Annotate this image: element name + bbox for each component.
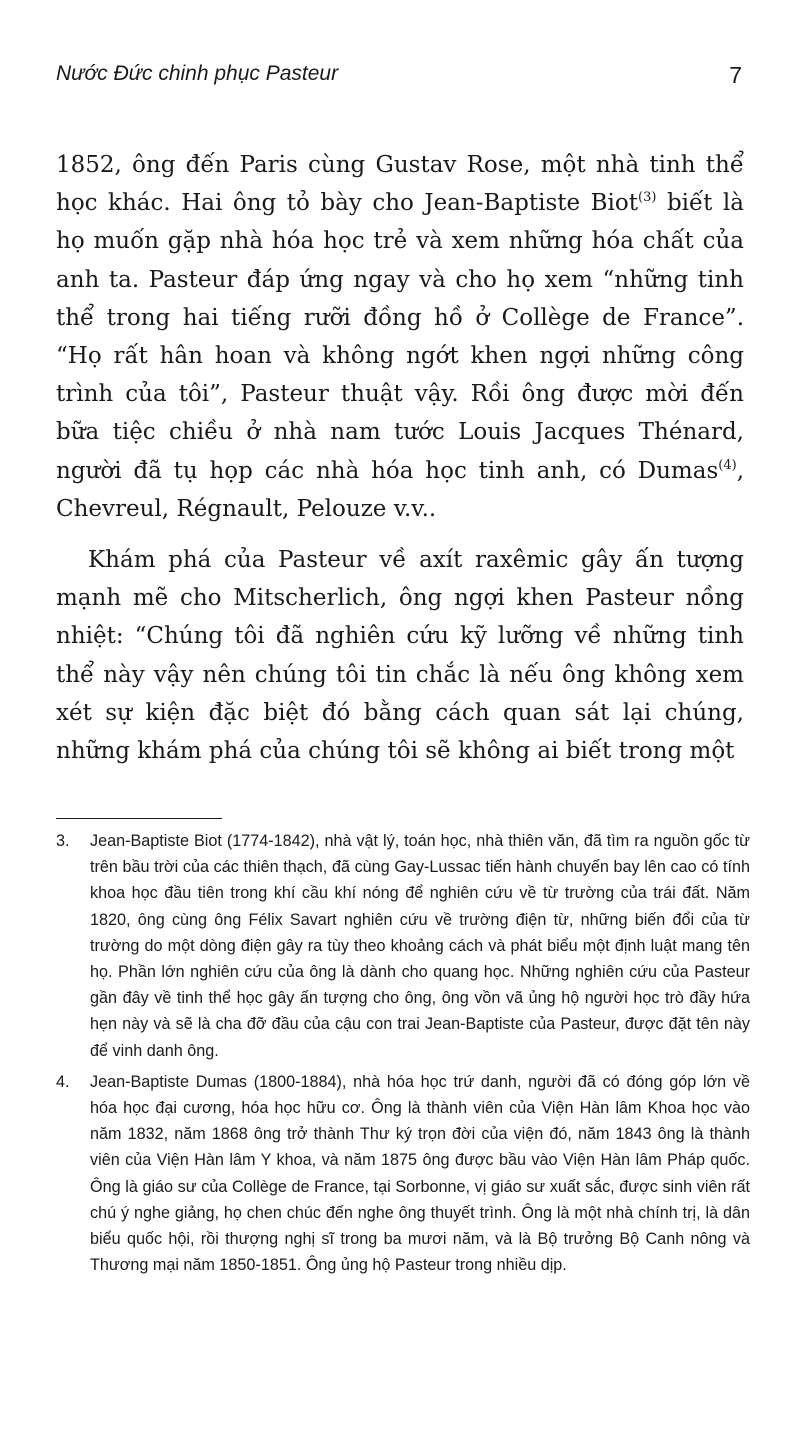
paragraph-1-part-b: biết là họ muốn gặp nhà hóa học trẻ và xem những hóa chất của anh ta. Pasteur đáp ứng ngay và cho họ xem “những tinh thể trong hai tiếng rưỡi đồng hồ ở Collège de France”. “Họ rất hân hoan và không ngớt khen ngợi những công trình của tôi”, Pasteur thuật vậy. Rồi ông được mời đến bữa tiệc chiều ở nhà nam tước Louis Jacques Thénard, người đã tụ họp các nhà hóa học tinh anh, có Dumas — [56, 190, 745, 484]
running-title: Nước Đức chinh phục Pasteur — [56, 62, 339, 85]
paragraph-1-part-a: 1852, ông đến Paris cùng Gustav Rose, một nhà tinh thể học khác. Hai ông tỏ bày cho Jean-Baptiste Biot — [56, 152, 744, 217]
footnote-ref-4: (4) — [718, 457, 737, 473]
footnote-number: 4. — [56, 1072, 70, 1091]
footnote-text: Jean-Baptiste Biot (1774-1842), nhà vật lý, toán học, nhà thiên văn, đã tìm ra nguồn gốc từ trên bầu trời của các thiên thạch, đã cùng Gay-Lussac tiến hành chuyến bay lên cao có tính khoa học đầu tiên trong khí cầu khí nóng để nghiên cứu về từ trường của trái đất. Năm 1820, ông cùng ông Félix Savart nghiên cứu về trường điện từ, những biến đổi của từ trường do một dòng điện gây ra tùy theo khoảng cách và phát biểu một định luật mang tên họ. Phần lớn nghiên cứu của ông là dành cho quang học. Những nghiên cứu của Pasteur gần đây về tinh thể học gây ấn tượng cho ông, ông vồn vã ủng hộ người học trò đầy hứa hẹn này và sẽ là cha đỡ đầu của cậu con trai Jean-Baptiste của Pasteur, được đặt tên này để vinh danh ông. — [90, 832, 750, 1060]
footnote-3 — [56, 828, 750, 1064]
page-header — [56, 62, 744, 96]
footnote-4 — [56, 1069, 750, 1279]
footnote-number: 3. — [56, 832, 70, 850]
paragraph-1 — [56, 146, 744, 528]
paragraph-1-part-c: , Chevreul, Régnault, Pelouze v.v.. — [56, 457, 744, 522]
page-number: 7 — [729, 62, 742, 88]
footnotes — [56, 828, 750, 1278]
footnote-text: Jean-Baptiste Dumas (1800-1884), nhà hóa học trứ danh, người đã có đóng góp lớn về hóa học đại cương, hóa học hữu cơ. Ông là thành viên của Viện Hàn lâm Khoa học vào năm 1832, năm 1868 ông trở thành Thư ký trọn đời của viện đó, năm 1843 ông là thành viên của Viện Hàn lâm Y khoa, và năm 1875 ông được bầu vào Viện Hàn lâm Pháp quốc. Ông là giáo sư của Collège de France, tại Sorbonne, vị giáo sư xuất sắc, được sinh viên rất chú ý nghe giảng, họ chen chúc đến nghe ông thuyết trình. Ông là một nhà chính trị, là dân biểu quốc hội, rồi thượng nghị sĩ trong ba mươi năm, và là Bộ trưởng Bộ Canh nông và Thương mại năm 1850-1851. Ông ủng hộ Pasteur trong nhiều dịp. — [90, 1072, 750, 1275]
body-text — [56, 146, 744, 770]
footnote-divider — [56, 818, 222, 819]
paragraph-2: Khám phá của Pasteur về axít raxêmic gây ấn tượng mạnh mẽ cho Mitscherlich, ông ngợi khen Pasteur nồng nhiệt: “Chúng tôi đã nghiên cứu kỹ lưỡng về những tinh thể này vậy nên chúng tôi tin chắc là nếu ông không xem xét sự kiện đặc biệt đó bằng cách quan sát lại chúng, những khám phá của chúng tôi sẽ không ai biết trong một — [56, 547, 744, 765]
footnote-ref-3: (3) — [638, 190, 657, 206]
